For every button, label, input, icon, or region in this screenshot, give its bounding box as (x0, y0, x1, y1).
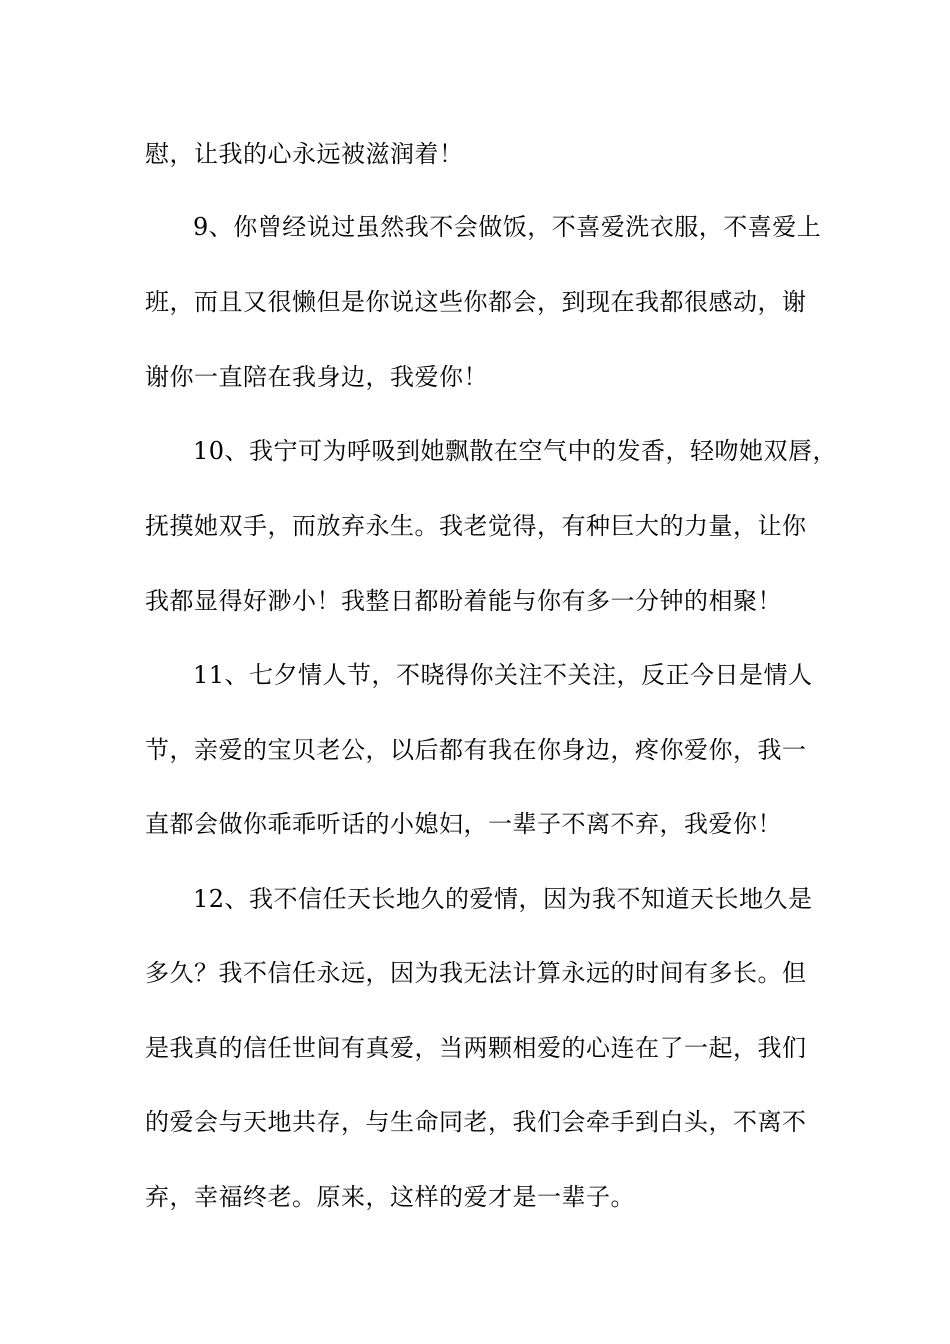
text-line: 抚摸她双手，而放弃永生。我老觉得，有种巨大的力量，让你 (145, 512, 807, 540)
text-line: 多久？我不信任永远，因为我无法计算永远的时间有多长。但 (145, 959, 807, 987)
text-line: 12、我不信任天长地久的爱情，因为我不知道天长地久是 (193, 885, 813, 913)
text-line: 我都显得好渺小！我整日都盼着能与你有多一分钟的相聚！ (145, 587, 782, 615)
text-line: 谢你一直陪在我身边，我爱你！ (145, 363, 488, 391)
text-line: 直都会做你乖乖听话的小媳妇，一辈子不离不弃，我爱你！ (145, 810, 782, 838)
text-line: 是我真的信任世间有真爱，当两颗相爱的心连在了一起，我们 (145, 1034, 807, 1062)
text-line: 班，而且又很懒但是你说这些你都会，到现在我都很感动，谢 (145, 288, 807, 316)
text-line: 的爱会与天地共存，与生命同老，我们会牵手到白头，不离不 (145, 1108, 807, 1136)
text-line: 10、我宁可为呼吸到她飘散在空气中的发香，轻吻她双唇， (193, 437, 838, 465)
text-line: 11、七夕情人节，不晓得你关注不关注，反正今日是情人 (193, 661, 813, 689)
text-line: 弃，幸福终老。原来，这样的爱才是一辈子。 (145, 1183, 635, 1211)
text-line: 9、你曾经说过虽然我不会做饭，不喜爱洗衣服，不喜爱上 (193, 213, 822, 241)
text-line: 慰，让我的心永远被滋润着！ (145, 140, 464, 168)
text-line: 节，亲爱的宝贝老公，以后都有我在你身边，疼你爱你，我一 (145, 736, 807, 764)
